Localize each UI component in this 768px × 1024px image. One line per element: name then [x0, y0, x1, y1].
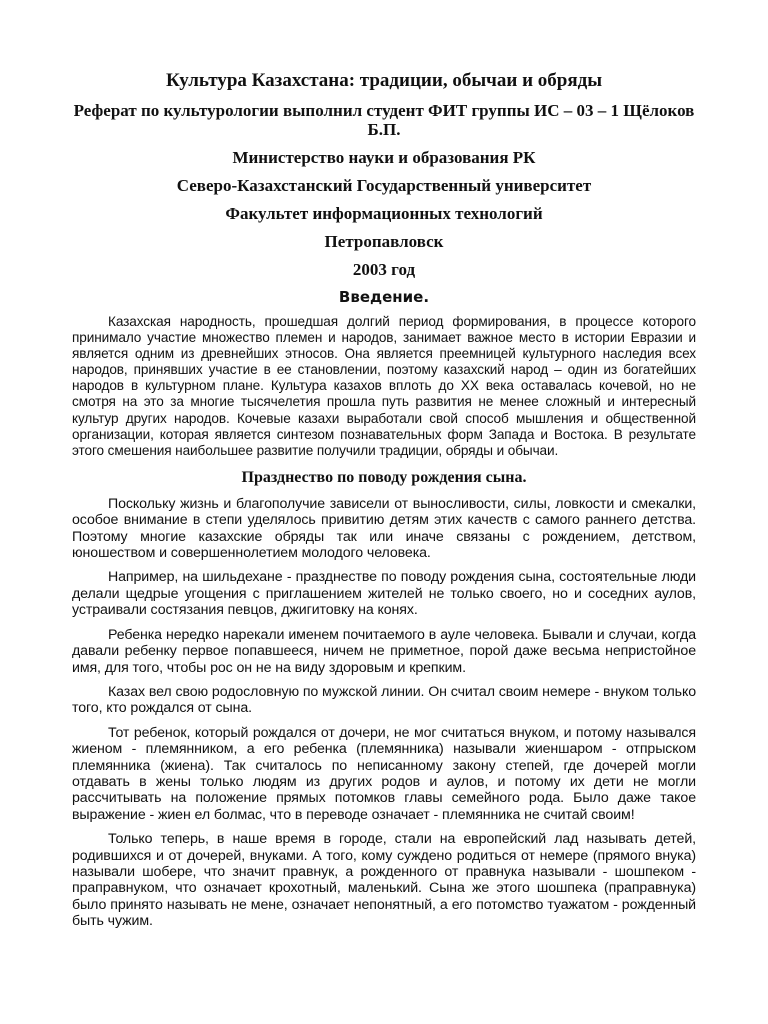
- section-heading: Празднество по поводу рождения сына.: [241, 468, 527, 486]
- document-page: [72, 70, 696, 938]
- body-paragraph: Например, на шильдехане - празднестве по поводу рождения сына, состоятельные люди делали щедрые угощения с приглашением жителей не только своего, но и соседних аулов, устраивали состязания певцов, джигитовку на конях.: [72, 569, 696, 619]
- document-subtitle: Реферат по культурологии выполнил студент ФИТ группы ИС – 03 – 1 Щёлоков Б.П.: [73, 101, 695, 139]
- body-paragraph: Тот ребенок, который рождался от дочери, не мог считаться внуком, и потому назывался жиеном - племянником, а его ребенка (племянника) называли жиеншаром - отпрыском племянника (жиена). Так считалось по неписанному закону степей, где дочерей могли отдавать в жены только людям из других родов и аулов, и потому их дети не могли рассчитывать на положение прямых потомков главы семейного рода. Было даже такое выражение - жиен ел болмас, что в переводе означает - племянника не считай своим!: [72, 724, 696, 823]
- intro-paragraph: Казахская народность, прошедшая долгий период формирования, в процессе которого принимало участие множество племен и народов, занимает важное место в истории Евразии и является одним из древнейших этносов. Она является преемницей культурного наследия всех народов, принявших участие в ее становлении, поэтому казахский народ – один из богатейших народов в культурном плане. Культура казахов вплоть до XX века оставалась кочевой, но не смотря на это за многие тысячелетия прошла путь развития не менее сложный и интересный культур других народов. Кочевые казахи выработали свой способ мышления и общественной организации, которая является синтезом познавательных форм Запада и Востока. В результате этого смешения наибольшее развитие получили традиции, обряды и обычаи.: [72, 314, 696, 458]
- city-line: Петропавловск: [324, 232, 444, 251]
- university-line: Северо-Казахстанский Государственный университет: [176, 176, 592, 195]
- body-paragraph: Только теперь, в наше время в городе, стали на европейский лад называть детей, родившихся и от дочерей, внуками. А того, кому суждено родиться от немере (прямого внука) называли шобере, что значит правнук, а рожденного от правнука называли - шошпеком - праправнуком, что означает крохотный, маленький. Сына же этого шошпека (праправнука) было принято называть не мене, означает непонятный, а его потомство туажатом - рожденный быть чужим.: [72, 831, 696, 930]
- document-title: Культура Казахстана: традиции, обычаи и обряды: [165, 70, 603, 91]
- faculty-line: Факультет информационных технологий: [225, 204, 543, 223]
- year-line: 2003 год: [352, 260, 416, 279]
- body-paragraph: Поскольку жизнь и благополучие зависели от выносливости, силы, ловкости и смекалки, особое внимание в степи уделялось привитию детям этих качеств с самого раннего детства. Поэтому многие казахские обряды так или иначе связаны с рождением, детством, юношеством и совершеннолетием молодого человека.: [72, 495, 696, 562]
- body-paragraph: Казах вел свою родословную по мужской линии. Он считал своим немере - внуком только того, кто рождался от сына.: [72, 683, 696, 717]
- intro-heading: Введение.: [338, 288, 430, 306]
- ministry-line: Министерство науки и образования РК: [232, 148, 536, 167]
- body-paragraph: Ребенка нередко нарекали именем почитаемого в ауле человека. Бывали и случаи, когда давали ребенку первое попавшееся, ничем не приметное, порой даже весьма непристойное имя, для того, чтобы рос он не на виду здоровым и крепким.: [72, 626, 696, 676]
